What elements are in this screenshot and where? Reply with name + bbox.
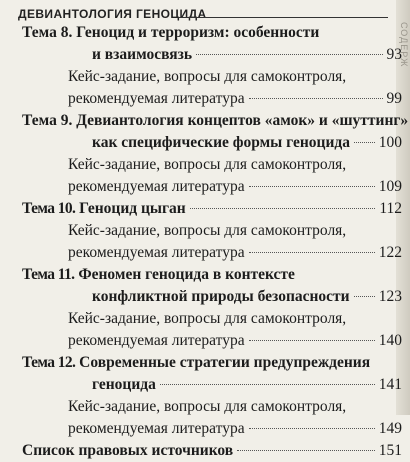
case-text: Кейс-задание, вопросы для самоконтроля, [68, 398, 347, 415]
toc-line [22, 22, 402, 44]
toc-line [22, 44, 402, 66]
case-line [22, 88, 402, 110]
case-line [22, 242, 402, 264]
case-text: рекомендуемая литература [68, 332, 245, 349]
case-line [22, 176, 402, 198]
topic-label: Тема 8. [22, 24, 73, 41]
page-number: 93 [386, 46, 402, 63]
topic-label: Тема 11. [22, 266, 75, 283]
dot-leader [237, 450, 375, 451]
toc-line [22, 352, 402, 374]
page-number: 122 [378, 244, 402, 261]
topic-title: Современные стратегии предупреждения [79, 354, 371, 371]
topic-title: как специфические формы геноцида [92, 134, 351, 151]
page-number: 141 [378, 376, 402, 393]
case-line [22, 154, 402, 176]
toc-line [22, 286, 402, 308]
section-title: Список правовых источников [22, 442, 234, 459]
dot-leader [249, 252, 375, 253]
page-number: 140 [378, 332, 402, 349]
toc-line [22, 198, 402, 220]
topic-title: Геноцид цыган [79, 200, 186, 217]
spine-text: СОДЕРЖ [399, 22, 409, 68]
dot-leader [354, 296, 375, 297]
dot-leader [354, 142, 375, 143]
toc-entry-topic-8[interactable] [22, 22, 402, 110]
topic-title: Феномен геноцида в контексте [78, 266, 295, 283]
page-number: 149 [378, 420, 402, 437]
page-number: 123 [378, 288, 402, 305]
topic-title: геноцида [92, 376, 156, 393]
case-text: рекомендуемая литература [68, 90, 245, 107]
case-line [22, 418, 402, 440]
page-number: 112 [379, 200, 402, 217]
dot-leader [249, 186, 375, 187]
toc-entry-legal-sources[interactable] [22, 440, 402, 462]
toc-line [22, 132, 402, 154]
toc-entry-topic-11[interactable] [22, 264, 402, 352]
case-text: Кейс-задание, вопросы для самоконтроля, [68, 222, 347, 239]
dot-leader [249, 98, 383, 99]
page-number: 99 [386, 90, 402, 107]
case-line [22, 220, 402, 242]
topic-title: и взаимосвязь [92, 46, 193, 63]
case-text: рекомендуемая литература [68, 420, 245, 437]
case-text: рекомендуемая литература [68, 244, 245, 261]
case-text: Кейс-задание, вопросы для самоконтроля, [68, 68, 347, 85]
toc-line [22, 374, 402, 396]
topic-title: конфликтной природы безопасности [92, 288, 350, 305]
page-number: 109 [378, 178, 402, 195]
case-line [22, 308, 402, 330]
page-number: 151 [378, 442, 402, 459]
header-rule [178, 17, 388, 18]
toc-line [22, 110, 409, 132]
running-header: ДЕВИАНТОЛОГИЯ ГЕНОЦИДА [18, 7, 207, 21]
case-text: Кейс-задание, вопросы для самоконтроля, [68, 156, 347, 173]
toc-line [22, 264, 402, 286]
dot-leader [249, 340, 375, 341]
toc-line [22, 440, 402, 462]
toc-entry-topic-9[interactable] [22, 110, 409, 198]
case-text: Кейс-задание, вопросы для самоконтроля, [68, 310, 347, 327]
topic-label: Тема 10. [22, 200, 76, 217]
dot-leader [190, 208, 376, 209]
toc-entry-topic-10[interactable] [22, 198, 402, 264]
topic-label: Тема 12. [22, 354, 76, 371]
dot-leader [249, 428, 375, 429]
topic-title: Геноцид и терроризм: особенности [76, 24, 320, 41]
case-line [22, 66, 402, 88]
toc-entry-topic-12[interactable] [22, 352, 402, 440]
page-number: 100 [378, 134, 402, 151]
topic-label: Тема 9. [22, 112, 73, 129]
dot-leader [160, 384, 375, 385]
dot-leader [196, 54, 382, 55]
case-text: рекомендуемая литература [68, 178, 245, 195]
topic-title: Девиантология концептов «амок» и «шуттинг» [76, 112, 409, 129]
case-line [22, 330, 402, 352]
